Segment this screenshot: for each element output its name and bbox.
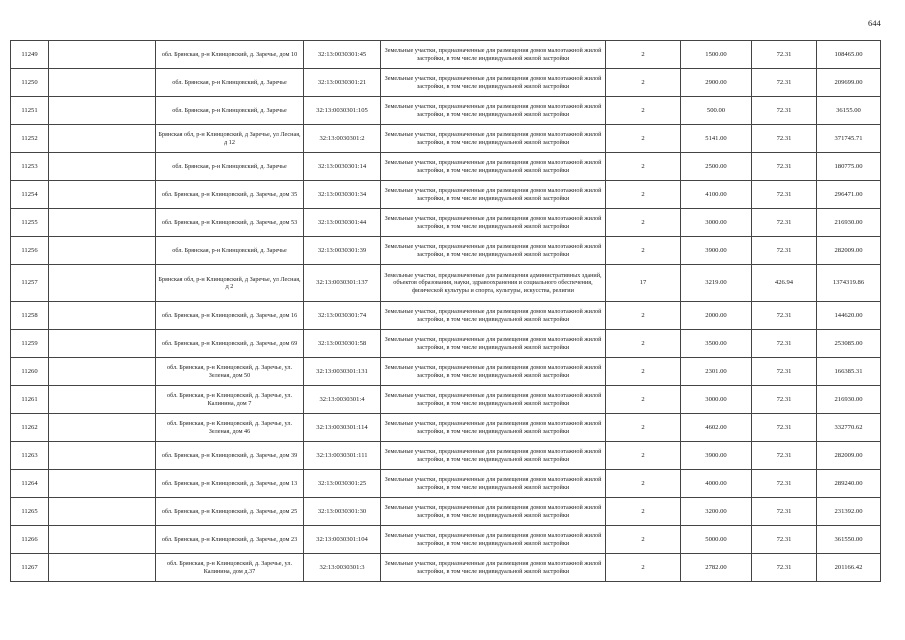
area-cell: 3900.00 xyxy=(681,237,752,265)
area-cell: 3219.00 xyxy=(681,265,752,302)
cadastral-value-cell: 1374319.86 xyxy=(817,265,881,302)
group-cell: 2 xyxy=(606,330,681,358)
land-use-cell: Земельные участки, предназначенные для размещения домов малоэтажной жилой застройки, в том числе индивидуальной жилой застройки xyxy=(381,442,606,470)
area-cell: 3900.00 xyxy=(681,442,752,470)
blank-cell xyxy=(49,526,156,554)
area-cell: 1500.00 xyxy=(681,41,752,69)
cadastral-number-cell: 32:13:0030301:137 xyxy=(304,265,381,302)
table-row xyxy=(11,41,881,69)
blank-cell xyxy=(49,470,156,498)
land-use-cell: Земельные участки, предназначенные для размещения административных зданий, объектов образования, науки, здравоохранения и социального обеспечения, физической культуры и спорта, культуры, искусства, религии xyxy=(381,265,606,302)
cadastral-value-cell: 282009.00 xyxy=(817,237,881,265)
address-cell: Брянская обл, р-н Клинцовский, д Заречье, ул Лесная, д 12 xyxy=(156,125,304,153)
table-row xyxy=(11,358,881,386)
land-use-cell: Земельные участки, предназначенные для размещения домов малоэтажной жилой застройки, в том числе индивидуальной жилой застройки xyxy=(381,69,606,97)
row-number-cell: 11261 xyxy=(11,386,49,414)
table-row xyxy=(11,526,881,554)
cadastral-value-cell: 36155.00 xyxy=(817,97,881,125)
land-use-cell: Земельные участки, предназначенные для размещения домов малоэтажной жилой застройки, в том числе индивидуальной жилой застройки xyxy=(381,237,606,265)
group-cell: 2 xyxy=(606,414,681,442)
table-row xyxy=(11,97,881,125)
cadastral-number-cell: 32:13:0030301:14 xyxy=(304,153,381,181)
area-cell: 3000.00 xyxy=(681,209,752,237)
group-cell: 2 xyxy=(606,386,681,414)
blank-cell xyxy=(49,554,156,582)
cadastral-number-cell: 32:13:0030301:114 xyxy=(304,414,381,442)
address-cell: обл. Брянская, р-н Клинцовский, д. Заречье xyxy=(156,69,304,97)
land-use-cell: Земельные участки, предназначенные для размещения домов малоэтажной жилой застройки, в том числе индивидуальной жилой застройки xyxy=(381,181,606,209)
area-cell: 4602.00 xyxy=(681,414,752,442)
address-cell: обл. Брянская, р-н Клинцовский, д. Заречье, дом 25 xyxy=(156,498,304,526)
blank-cell xyxy=(49,209,156,237)
specific-value-cell: 72.31 xyxy=(752,209,817,237)
group-cell: 2 xyxy=(606,554,681,582)
specific-value-cell: 72.31 xyxy=(752,41,817,69)
blank-cell xyxy=(49,330,156,358)
address-cell: обл. Брянская, р-н Клинцовский, д. Заречье, дом 53 xyxy=(156,209,304,237)
land-use-cell: Земельные участки, предназначенные для размещения домов малоэтажной жилой застройки, в том числе индивидуальной жилой застройки xyxy=(381,125,606,153)
blank-cell xyxy=(49,97,156,125)
land-use-cell: Земельные участки, предназначенные для размещения домов малоэтажной жилой застройки, в том числе индивидуальной жилой застройки xyxy=(381,358,606,386)
group-cell: 2 xyxy=(606,442,681,470)
cadastral-value-cell: 371745.71 xyxy=(817,125,881,153)
land-use-cell: Земельные участки, предназначенные для размещения домов малоэтажной жилой застройки, в том числе индивидуальной жилой застройки xyxy=(381,414,606,442)
cadastral-number-cell: 32:13:0030301:30 xyxy=(304,498,381,526)
group-cell: 2 xyxy=(606,153,681,181)
area-cell: 5141.00 xyxy=(681,125,752,153)
row-number-cell: 11257 xyxy=(11,265,49,302)
address-cell: обл. Брянская, р-н Клинцовский, д. Заречье, ул. Зеленая, дом 50 xyxy=(156,358,304,386)
land-use-cell: Земельные участки, предназначенные для размещения домов малоэтажной жилой застройки, в том числе индивидуальной жилой застройки xyxy=(381,153,606,181)
address-cell: обл. Брянская, р-н Клинцовский, д. Заречье, дом 35 xyxy=(156,181,304,209)
blank-cell xyxy=(49,358,156,386)
land-use-cell: Земельные участки, предназначенные для размещения домов малоэтажной жилой застройки, в том числе индивидуальной жилой застройки xyxy=(381,97,606,125)
specific-value-cell: 72.31 xyxy=(752,302,817,330)
row-number-cell: 11266 xyxy=(11,526,49,554)
area-cell: 2500.00 xyxy=(681,153,752,181)
table-row xyxy=(11,386,881,414)
row-number-cell: 11265 xyxy=(11,498,49,526)
area-cell: 500.00 xyxy=(681,97,752,125)
row-number-cell: 11264 xyxy=(11,470,49,498)
cadastral-number-cell: 32:13:0030301:74 xyxy=(304,302,381,330)
blank-cell xyxy=(49,302,156,330)
area-cell: 3200.00 xyxy=(681,498,752,526)
specific-value-cell: 72.31 xyxy=(752,442,817,470)
address-cell: обл. Брянская, р-н Клинцовский, д. Заречье xyxy=(156,237,304,265)
table-row xyxy=(11,414,881,442)
address-cell: обл. Брянская, р-н Клинцовский, д. Заречье xyxy=(156,153,304,181)
row-number-cell: 11256 xyxy=(11,237,49,265)
address-cell: обл. Брянская, р-н Клинцовский, д. Заречье, дом 13 xyxy=(156,470,304,498)
row-number-cell: 11249 xyxy=(11,41,49,69)
address-cell: Брянская обл, р-н Клинцовский, д Заречье, ул Лесная, д 2 xyxy=(156,265,304,302)
address-cell: обл. Брянская, р-н Клинцовский, д. Заречье, ул. Калинина, дом 7 xyxy=(156,386,304,414)
blank-cell xyxy=(49,498,156,526)
specific-value-cell: 72.31 xyxy=(752,470,817,498)
table-row xyxy=(11,470,881,498)
specific-value-cell: 72.31 xyxy=(752,358,817,386)
group-cell: 2 xyxy=(606,498,681,526)
area-cell: 2301.00 xyxy=(681,358,752,386)
cadastral-value-cell: 361550.00 xyxy=(817,526,881,554)
table-body xyxy=(11,41,881,582)
cadastral-number-cell: 32:13:0030301:104 xyxy=(304,526,381,554)
specific-value-cell: 72.31 xyxy=(752,181,817,209)
specific-value-cell: 72.31 xyxy=(752,330,817,358)
table-row xyxy=(11,265,881,302)
address-cell: обл. Брянская, р-н Клинцовский, д. Заречье, дом 23 xyxy=(156,526,304,554)
area-cell: 5000.00 xyxy=(681,526,752,554)
group-cell: 2 xyxy=(606,358,681,386)
blank-cell xyxy=(49,41,156,69)
specific-value-cell: 72.31 xyxy=(752,386,817,414)
row-number-cell: 11251 xyxy=(11,97,49,125)
group-cell: 2 xyxy=(606,470,681,498)
row-number-cell: 11250 xyxy=(11,69,49,97)
blank-cell xyxy=(49,386,156,414)
row-number-cell: 11263 xyxy=(11,442,49,470)
area-cell: 2782.00 xyxy=(681,554,752,582)
area-cell: 4100.00 xyxy=(681,181,752,209)
cadastral-value-cell: 201166.42 xyxy=(817,554,881,582)
table-row xyxy=(11,181,881,209)
specific-value-cell: 72.31 xyxy=(752,125,817,153)
cadastral-value-cell: 231392.00 xyxy=(817,498,881,526)
cadastral-value-cell: 209699.00 xyxy=(817,69,881,97)
specific-value-cell: 72.31 xyxy=(752,237,817,265)
address-cell: обл. Брянская, р-н Клинцовский, д. Заречье, дом 16 xyxy=(156,302,304,330)
row-number-cell: 11267 xyxy=(11,554,49,582)
row-number-cell: 11258 xyxy=(11,302,49,330)
land-use-cell: Земельные участки, предназначенные для размещения домов малоэтажной жилой застройки, в том числе индивидуальной жилой застройки xyxy=(381,41,606,69)
specific-value-cell: 72.31 xyxy=(752,554,817,582)
cadastral-number-cell: 32:13:0030301:105 xyxy=(304,97,381,125)
group-cell: 2 xyxy=(606,125,681,153)
blank-cell xyxy=(49,414,156,442)
group-cell: 2 xyxy=(606,69,681,97)
cadastral-number-cell: 32:13:0030301:34 xyxy=(304,181,381,209)
address-cell: обл. Брянская, р-н Клинцовский, д. Заречье, дом 10 xyxy=(156,41,304,69)
cadastral-value-cell: 289240.00 xyxy=(817,470,881,498)
land-use-cell: Земельные участки, предназначенные для размещения домов малоэтажной жилой застройки, в том числе индивидуальной жилой застройки xyxy=(381,554,606,582)
group-cell: 2 xyxy=(606,181,681,209)
table-row xyxy=(11,153,881,181)
table-row xyxy=(11,554,881,582)
address-cell: обл. Брянская, р-н Клинцовский, д. Заречье, ул. Зеленая, дом 46 xyxy=(156,414,304,442)
page-number: 644 xyxy=(868,18,881,28)
row-number-cell: 11255 xyxy=(11,209,49,237)
cadastral-value-table xyxy=(10,40,881,582)
area-cell: 4000.00 xyxy=(681,470,752,498)
cadastral-number-cell: 32:13:0030301:44 xyxy=(304,209,381,237)
cadastral-value-cell: 108465.00 xyxy=(817,41,881,69)
area-cell: 3500.00 xyxy=(681,330,752,358)
group-cell: 2 xyxy=(606,237,681,265)
cadastral-number-cell: 32:13:0030301:4 xyxy=(304,386,381,414)
blank-cell xyxy=(49,153,156,181)
row-number-cell: 11252 xyxy=(11,125,49,153)
address-cell: обл. Брянская, р-н Клинцовский, д. Заречье xyxy=(156,97,304,125)
row-number-cell: 11253 xyxy=(11,153,49,181)
cadastral-value-cell: 332770.62 xyxy=(817,414,881,442)
land-use-cell: Земельные участки, предназначенные для размещения домов малоэтажной жилой застройки, в том числе индивидуальной жилой застройки xyxy=(381,498,606,526)
blank-cell xyxy=(49,442,156,470)
cadastral-number-cell: 32:13:0030301:39 xyxy=(304,237,381,265)
specific-value-cell: 72.31 xyxy=(752,498,817,526)
table-row xyxy=(11,209,881,237)
cadastral-number-cell: 32:13:0030301:25 xyxy=(304,470,381,498)
group-cell: 17 xyxy=(606,265,681,302)
area-cell: 2000.00 xyxy=(681,302,752,330)
cadastral-value-cell: 296471.00 xyxy=(817,181,881,209)
group-cell: 2 xyxy=(606,302,681,330)
land-use-cell: Земельные участки, предназначенные для размещения домов малоэтажной жилой застройки, в том числе индивидуальной жилой застройки xyxy=(381,470,606,498)
address-cell: обл. Брянская, р-н Клинцовский, д. Заречье, дом 69 xyxy=(156,330,304,358)
table-row xyxy=(11,498,881,526)
cadastral-number-cell: 32:13:0030301:2 xyxy=(304,125,381,153)
group-cell: 2 xyxy=(606,41,681,69)
cadastral-value-cell: 180775.00 xyxy=(817,153,881,181)
blank-cell xyxy=(49,181,156,209)
specific-value-cell: 72.31 xyxy=(752,153,817,181)
row-number-cell: 11262 xyxy=(11,414,49,442)
group-cell: 2 xyxy=(606,526,681,554)
table-row xyxy=(11,442,881,470)
table-row xyxy=(11,330,881,358)
land-use-cell: Земельные участки, предназначенные для размещения домов малоэтажной жилой застройки, в том числе индивидуальной жилой застройки xyxy=(381,330,606,358)
table-row xyxy=(11,302,881,330)
cadastral-number-cell: 32:13:0030301:131 xyxy=(304,358,381,386)
table-row xyxy=(11,237,881,265)
area-cell: 3000.00 xyxy=(681,386,752,414)
group-cell: 2 xyxy=(606,97,681,125)
cadastral-value-cell: 144620.00 xyxy=(817,302,881,330)
cadastral-number-cell: 32:13:0030301:45 xyxy=(304,41,381,69)
row-number-cell: 11254 xyxy=(11,181,49,209)
land-use-cell: Земельные участки, предназначенные для размещения домов малоэтажной жилой застройки, в том числе индивидуальной жилой застройки xyxy=(381,526,606,554)
specific-value-cell: 426.94 xyxy=(752,265,817,302)
address-cell: обл. Брянская, р-н Клинцовский, д. Заречье, дом 39 xyxy=(156,442,304,470)
cadastral-value-cell: 253085.00 xyxy=(817,330,881,358)
blank-cell xyxy=(49,69,156,97)
cadastral-number-cell: 32:13:0030301:3 xyxy=(304,554,381,582)
blank-cell xyxy=(49,265,156,302)
specific-value-cell: 72.31 xyxy=(752,97,817,125)
cadastral-value-cell: 216930.00 xyxy=(817,209,881,237)
cadastral-number-cell: 32:13:0030301:58 xyxy=(304,330,381,358)
land-use-cell: Земельные участки, предназначенные для размещения домов малоэтажной жилой застройки, в том числе индивидуальной жилой застройки xyxy=(381,209,606,237)
group-cell: 2 xyxy=(606,209,681,237)
cadastral-number-cell: 32:13:0030301:21 xyxy=(304,69,381,97)
address-cell: обл. Брянская, р-н Клинцовский, д. Заречье, ул. Калинина, дом д.37 xyxy=(156,554,304,582)
table-row xyxy=(11,69,881,97)
row-number-cell: 11260 xyxy=(11,358,49,386)
specific-value-cell: 72.31 xyxy=(752,69,817,97)
cadastral-value-cell: 166385.31 xyxy=(817,358,881,386)
blank-cell xyxy=(49,237,156,265)
specific-value-cell: 72.31 xyxy=(752,526,817,554)
cadastral-value-cell: 282009.00 xyxy=(817,442,881,470)
row-number-cell: 11259 xyxy=(11,330,49,358)
cadastral-value-cell: 216930.00 xyxy=(817,386,881,414)
land-use-cell: Земельные участки, предназначенные для размещения домов малоэтажной жилой застройки, в том числе индивидуальной жилой застройки xyxy=(381,302,606,330)
specific-value-cell: 72.31 xyxy=(752,414,817,442)
cadastral-number-cell: 32:13:0030301:111 xyxy=(304,442,381,470)
table-row xyxy=(11,125,881,153)
blank-cell xyxy=(49,125,156,153)
area-cell: 2900.00 xyxy=(681,69,752,97)
land-use-cell: Земельные участки, предназначенные для размещения домов малоэтажной жилой застройки, в том числе индивидуальной жилой застройки xyxy=(381,386,606,414)
